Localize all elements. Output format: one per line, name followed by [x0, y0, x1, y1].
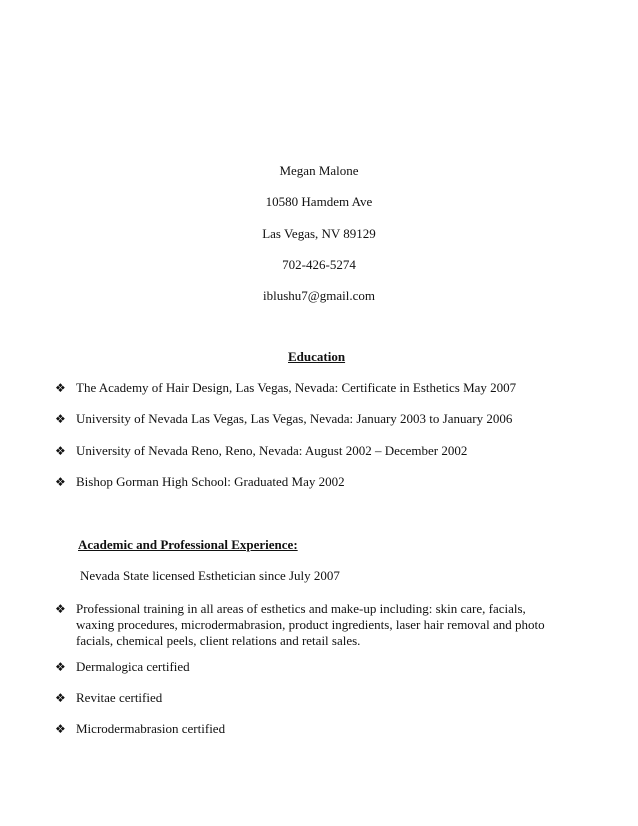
- contact-email: iblushu7@gmail.com: [263, 288, 375, 303]
- contact-name: Megan Malone: [279, 163, 359, 178]
- education-item: The Academy of Hair Design, Las Vegas, Nevada: Certificate in Esthetics May 2007: [76, 380, 517, 395]
- education-item: Bishop Gorman High School: Graduated May 2002: [76, 474, 345, 489]
- education-heading: Education: [288, 349, 346, 364]
- bullet-icon: ❖: [55, 691, 66, 705]
- education-item: University of Nevada Las Vegas, Las Vegas, Nevada: January 2003 to January 2006: [76, 411, 513, 426]
- bullet-icon: ❖: [55, 475, 66, 489]
- experience-heading: Academic and Professional Experience:: [78, 537, 298, 552]
- experience-item: Professional training in all areas of esthetics and make-up including: skin care, facials, waxing procedures, microdermabrasion, product ingredients, laser hair removal and photo facials, chemical peels, client relations and retail sales.: [76, 601, 545, 648]
- bullet-icon: ❖: [55, 444, 66, 458]
- contact-street: 10580 Hamdem Ave: [265, 194, 373, 209]
- bullet-icon: ❖: [55, 722, 66, 736]
- bullet-icon: ❖: [55, 412, 66, 426]
- bullet-icon: ❖: [55, 660, 66, 674]
- license-line: Nevada State licensed Esthetician since July 2007: [80, 568, 340, 583]
- bullet-icon: ❖: [55, 381, 66, 395]
- contact-city: Las Vegas, NV 89129: [262, 226, 376, 241]
- experience-item: Revitae certified: [76, 690, 163, 705]
- contact-phone: 702-426-5274: [282, 257, 356, 272]
- experience-item: Microdermabrasion certified: [76, 721, 226, 736]
- education-item: University of Nevada Reno, Reno, Nevada: August 2002 – December 2002: [76, 443, 468, 458]
- bullet-icon: ❖: [55, 602, 66, 616]
- experience-item: Dermalogica certified: [76, 659, 190, 674]
